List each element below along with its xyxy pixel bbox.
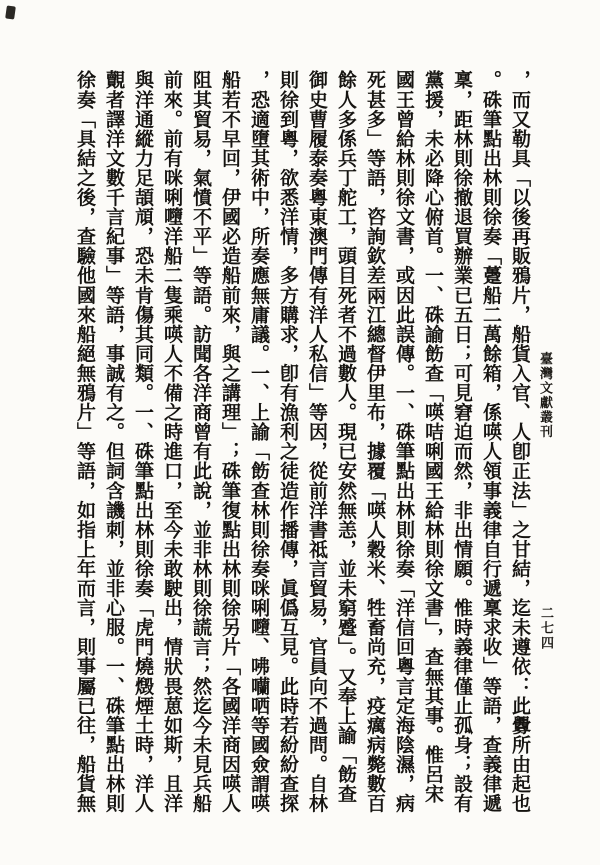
text-column: 前來。前有咪唎𡃏洋船二隻乘𠸄人不備之時進口，至今未敢駛出，情狀畏葸如斯，且洋 bbox=[161, 70, 182, 813]
page-number: 二七四 bbox=[539, 606, 554, 651]
text-column: 覿者譯洋文數千言紀事」等語，事誠有之。但詞含譏刺，並非心服。一、硃筆點出林則 bbox=[103, 70, 124, 813]
text-column: 餘人多係兵丁舵工，頭目死者不過數人。現已安然無恙，並未窮蹙」。又奉上諭「飭查 bbox=[335, 70, 356, 804]
text-column: 則徐到粵，欲悉洋情，多方購求，卽有漁利之徒造作播傳，眞僞互見。此時若紛紛查探 bbox=[277, 70, 298, 813]
text-column: 國王曾給林則徐文書，或因此誤傳。一、硃筆點出林則徐奏「洋信回粵言定海陰濕，病 bbox=[393, 70, 414, 813]
running-title: 臺灣文獻叢刊 bbox=[538, 352, 553, 439]
scan-artifact bbox=[5, 5, 16, 19]
text-column: ，恐適墮其術中，所奏應無庸議。一、上諭「飭查林則徐奏咪唎𡃏、咈囒哂等國僉謂𠸄 bbox=[248, 70, 269, 813]
text-column: 御史曹履泰奏粵東澳門傳有洋人私信」等因，從前洋書祗言貿易，官員向不過問。自林 bbox=[306, 70, 327, 813]
text-column: 稟，距林則徐撤退買辦業已五日；可見窘迫而然，非出情願。惟時義律僅止孤身；設有 bbox=[451, 70, 472, 813]
text-column: 。硃筆點出林則徐奏「躉船二萬餘箱，係𠸄人領事義律自行遞稟求收」等語，查義律遞 bbox=[480, 70, 501, 813]
text-column: 阻其貿易，氣憤不平」等語。訪聞各洋商曾有此說，並非林則徐謊言；然迄今未見兵船 bbox=[190, 70, 211, 813]
text-column: ，而又勒具「以後再販鴉片，船貨入官、人卽正法」之甘結，迄未遵依：此釁所由起也 bbox=[509, 70, 530, 813]
text-column: 徐奏「具結之後，查驗他國來船絕無鴉片」等語，如指上年而言，則事屬已往，船貨無 bbox=[74, 70, 95, 813]
text-column: 與洋通縱力足頡頏，恐未肯傷其同類。一、硃筆點出林則徐奏「虎門燒燬煙土時，洋人 bbox=[132, 70, 153, 813]
page-text bbox=[70, 70, 534, 824]
text-column: 黨援，未必降心俯首。一、硃諭飭查「𠸄咭唎國王給林則徐文書」，查無其事。惟呂宋 bbox=[422, 70, 443, 804]
text-column: 船若不早回，伊國必造船前來，與之講理」；硃筆復點出林則徐另片「各國洋商因𠸄人 bbox=[219, 70, 240, 813]
text-column: 死甚多」等語，咨詢欽差兩江總督伊里布，據覆「𠸄人穀米、牲畜尚充，疫癘病斃數百 bbox=[364, 70, 385, 813]
